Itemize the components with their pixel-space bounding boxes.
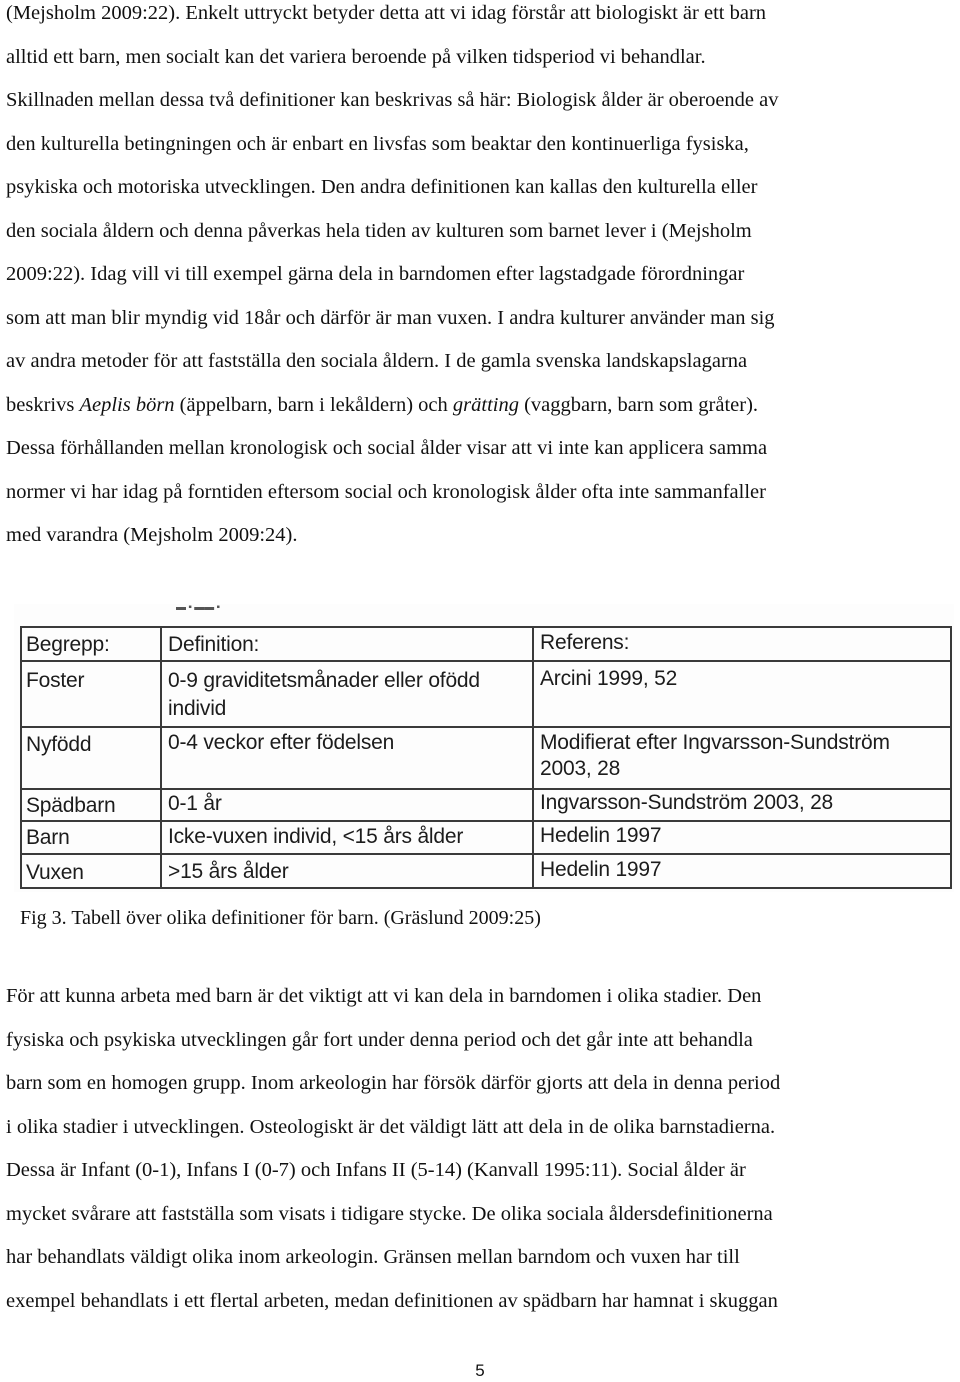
text-line: som att man blir myndig vid 18år och därför är man vuxen. I andra kulturer använder man sig xyxy=(6,306,775,329)
table-header-reference: Referens: xyxy=(540,631,630,654)
table-cell-reference: Ingvarsson-Sundström 2003, 28 xyxy=(540,791,834,814)
text-run: beskrivs xyxy=(6,393,80,416)
table-cell-reference: Hedelin 1997 xyxy=(540,858,662,881)
table-cell-term: Nyfödd xyxy=(26,733,92,756)
table-cell-definition: 0-1 år xyxy=(168,792,222,815)
table-cell-term: Foster xyxy=(26,669,85,692)
text-line: har behandlats väldigt olika inom arkeologin. Gränsen mellan barndom och vuxen har till xyxy=(6,1246,740,1268)
table-border-top xyxy=(20,626,952,628)
text-line: alltid ett barn, men socialt kan det variera beroende på vilken tidsperiod vi behandlar. xyxy=(6,45,706,68)
text-run: (äppelbarn, barn i lekåldern) och xyxy=(174,393,453,416)
table-cell-reference: Hedelin 1997 xyxy=(540,824,662,847)
page-number: 5 xyxy=(475,1361,485,1380)
text-line: i olika stadier i utvecklingen. Osteologiskt är det väldigt lätt att dela in de olika barnstadierna. xyxy=(6,1115,776,1138)
text-run: (vaggbarn, barn som gråter). xyxy=(518,393,759,416)
text-line: exempel behandlats i ett flertal arbeten, medan definitionen av spädbarn har hamnat i skuggan xyxy=(6,1289,778,1312)
text-line: Dessa förhållanden mellan kronologisk och social ålder visar att vi inte kan applicera samma xyxy=(6,437,768,459)
italic-term-aeplis-born: Aeplis börn xyxy=(79,393,175,416)
table-cell-definition: Icke-vuxen individ, <15 års ålder xyxy=(168,825,464,848)
table-cell-term: Barn xyxy=(26,826,70,849)
italic-term-gratting: grätting xyxy=(452,393,519,416)
table-cell-definition: 0-4 veckor efter födelsen xyxy=(168,731,395,754)
text-line: För att kunna arbeta med barn är det viktigt att vi kan dela in barndomen i olika stadier. Den xyxy=(6,985,762,1007)
table-row-divider xyxy=(20,820,952,822)
body-paragraph-1 xyxy=(6,0,958,558)
text-line: Dessa är Infant (0-1), Infans I (0-7) och Infans II (5-14) (Kanvall 1995:11). Social ålder är xyxy=(6,1159,746,1181)
text-line: Skillnaden mellan dessa två definitioner kan beskrivas så här: Biologisk ålder är oberoende av xyxy=(6,89,779,111)
text-line: av andra metoder för att fastställa den sociala åldern. I de gamla svenska landskapslagarna xyxy=(6,350,748,372)
scan-artifact: ▬ ▪ ▬▬ ▪ xyxy=(176,604,220,612)
table-cell-reference: Arcini 1999, 52 xyxy=(540,667,678,690)
text-line: den sociala åldern och denna påverkas hela tiden av kulturen som barnet lever i (Mejsholm xyxy=(6,219,752,242)
text-line: mycket svårare att fastställa som visats i tidigare stycke. De olika sociala åldersdefinitionerna xyxy=(6,1202,773,1225)
table-cell-definition-cont: individ xyxy=(168,697,227,720)
text-line-with-italics xyxy=(6,384,958,428)
text-line: 2009:22). Idag vill vi till exempel gärna dela in barndomen efter lagstadgade förordningar xyxy=(6,263,745,285)
table-cell-definition: >15 års ålder xyxy=(168,860,289,883)
table-row-divider xyxy=(20,853,952,855)
text-line: (Mejsholm 2009:22). Enkelt uttryckt betyder detta att vi idag förstår att biologiskt är ett barn xyxy=(6,2,767,24)
text-line: den kulturella betingningen och är enbart en livsfas som beaktar den kontinuerliga fysiska, xyxy=(6,132,749,155)
table-cell-reference-cont: 2003, 28 xyxy=(540,757,621,780)
table-border-bottom xyxy=(20,887,952,889)
text-line: fysiska och psykiska utvecklingen går fort under denna period och det går inte att behandla xyxy=(6,1028,753,1051)
text-line: normer vi har idag på forntiden eftersom social och kronologisk ålder ofta inte sammanfaller xyxy=(6,480,766,503)
text-line: psykiska och motoriska utvecklingen. Den andra definitionen kan kallas den kulturella eller xyxy=(6,176,758,198)
text-line: med varandra (Mejsholm 2009:24). xyxy=(6,524,298,546)
table-cell-term: Spädbarn xyxy=(26,794,116,817)
table-column-divider xyxy=(160,626,162,888)
table-row-divider xyxy=(20,660,952,662)
table-cell-term: Vuxen xyxy=(26,861,84,884)
table-header-definition: Definition: xyxy=(168,633,260,656)
figure-caption: Fig 3. Tabell över olika definitioner för barn. (Gräslund 2009:25) xyxy=(20,907,541,929)
definitions-table-figure xyxy=(14,604,954,892)
body-paragraph-2 xyxy=(6,975,958,1323)
table-cell-reference: Modifierat efter Ingvarsson-Sundström xyxy=(540,731,890,754)
table-border-right xyxy=(950,626,952,888)
table-column-divider xyxy=(532,626,534,888)
text-line: barn som en homogen grupp. Inom arkeologin har försök därför gjorts att dela in denna period xyxy=(6,1072,781,1094)
table-row-divider xyxy=(20,726,952,728)
table-header-term: Begrepp: xyxy=(26,633,110,656)
table-border-left xyxy=(20,626,22,888)
table-cell-definition: 0-9 graviditetsmånader eller ofödd xyxy=(168,669,480,692)
